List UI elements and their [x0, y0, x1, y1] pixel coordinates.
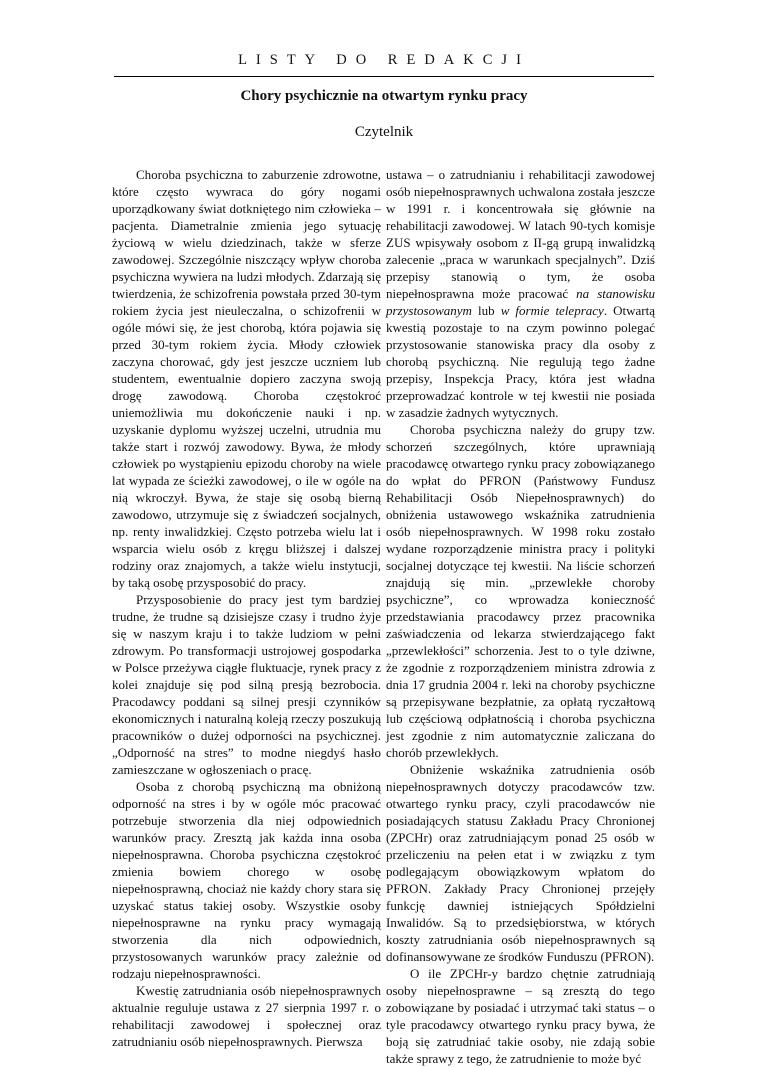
italic-text: w formie telepracy	[500, 303, 604, 318]
paragraph: Kwestię zatrudniania osób niepełnosprawnych aktualnie reguluje ustawa z 27 sierpnia 1997 r. o rehabilitacji zawodowej i społecznej oraz zatrudnianiu osób niepełnosprawnych. Pierwsza	[112, 983, 381, 1049]
article-author: Czytelnik	[354, 124, 414, 140]
paragraph: O ile ZPCHr-y bardzo chętnie zatrudniają osoby niepełnosprawne – są zresztą do tego zobowiązane by posiadać i utrzymać taki status – o tyle pracodawcy otwartego rynku pracy bywa, że boją się zatrudniać takie osoby, nie zdają sobie także sprawy z tego, że zatrudnienie to może być	[386, 966, 655, 1066]
paragraph: Choroba psychiczna to zaburzenie zdrowotne, które często wywraca do góry nogami uporządkowany świat dotkniętego nim człowieka – pacjenta. Diametralnie zmienia jego sytuację życiową w wielu dziedzinach, także w sferze zawodowej. Szczególnie niszczący wpływ choroba psychiczna wywiera na ludzi młodych. Zdarzają się twierdzenia, że schizofrenia powstała przed 30-tym rokiem życia jest nieuleczalna, o schizofrenii w ogóle mówi się, że jest chorobą, która pojawia się przed 30-tym rokiem życia. Młody człowiek zaczyna chorować, gdy jest jeszcze uczniem lub studentem, ewentualnie dopiero zaczyna swoją drogę zawodową. Choroba częstokroć uniemożliwia mu dokończenie nauki i np. uzyskanie dyplomu wyższej uczelni, utrudnia mu także start i rozwój zawodowy. Bywa, że młody człowiek po wystąpieniu epizodu choroby na wiele lat wypada ze ścieżki zawodowej, o ile w ogóle na nią wkroczył. Bywa, że staje się osobą bierną zawodowo, utrzymuje się z świadczeń socjalnych, np. renty inwalidzkiej. Często potrzeba wielu lat i wsparcia wielu osób z kręgu bliższej i dalszej rodziny oraz znajomych, a także wielu instytucji, by taką osobę przysposobić do pracy.	[112, 167, 381, 590]
paragraph: Obniżenie wskaźnika zatrudnienia osób niepełnosprawnych dotyczy pracodawców tzw. otwartego rynku pracy, czyli pracodawców nie posiadających statusu Zakładu Pracy Chronionej (ZPCHr) oraz zatrudniającym ponad 25 osób w przeliczeniu na pełen etat i w związku z tym podlegającym obowiązkowym wpłatom do PFRON. Zakłady Pracy Chronionej przejęły funkcję dawniej istniejących Spółdzielni Inwalidów. Są to przedsiębiorstwa, w których koszty zatrudniania osób niepełnosprawnych są dofinansowywane ze środków Funduszu (PFRON).	[386, 762, 655, 964]
paragraph: Przysposobienie do pracy jest tym bardziej trudne, że trudne są dzisiejsze czasy i trudno żyje się w naszym kraju i to także ludziom w pełni zdrowym. Po transformacji ustrojowej gospodarka w Polsce przeżywa ciągłe fluktuacje, rynek pracy z kolei znajduje się pod silną presją bezrobocia. Pracodawcy poddani są silnej presji czynników ekonomicznych i naturalną koleją rzeczy poszukują pracowników o dużej odporności na psychicznej. „Odporność na stres” to modne niegdyś hasło zamieszczane w ogłoszeniach o pracę.	[112, 592, 381, 777]
article-title: Chory psychicznie na otwartym rynku pracy	[240, 88, 528, 104]
paragraph: Osoba z chorobą psychiczną ma obniżoną odporność na stres i by w ogóle móc pracować potrzebuje stworzenia dla niej odpowiednich warunków pracy. Zresztą jak każda inna osoba niepełnosprawna. Choroba psychiczna częstokroć zmienia bowiem chorego w osobę niepełnosprawną, chociaż nie każdy chory stara się uzyskać status takiej osoby. Wszystkie osoby niepełnosprawne na rynku pracy wymagają stworzenia dla nich odpowiednich, przystosowanych warunków pracy zależnie od rodzaju niepełnosprawności.	[112, 779, 381, 981]
paragraph	[386, 166, 655, 421]
header-rule	[114, 76, 654, 77]
right-column	[386, 166, 655, 1067]
text-run: lub	[471, 303, 501, 318]
paragraph: Choroba psychiczna należy do grupy tzw. schorzeń szczególnych, które uprawniają pracodawcę otwartego rynku pracy zobowiązanego do wpłat do PFRON (Państwowy Fundusz Rehabilitacji Osób Niepełnosprawnych) do obniżenia ustawowego wskaźnika zatrudnienia osób niepełnosprawnych. W 1998 roku zostało wydane rozporządzenie ministra pracy i polityki socjalnej dotyczące tej kwestii. Na liście schorzeń znajdują się min. „przewlekłe choroby psychiczne”, co wprowadza konieczność przedstawiania pracodawcy przez pracownika zaświadczenia od lekarza stwierdzającego fakt „przewlekłości” schorzenia. Jest to o tyle dziwne, że zgodnie z rozporządzeniem ministra zdrowia z dnia 17 grudnia 2004 r. leki na choroby psychiczne są przepisywane bezpłatnie, za opłatą ryczałtową lub częściową odpłatnością i choroba psychiczna jest zgodnie z nim automatycznie zaliczana do chorób przewlekłych.	[386, 422, 655, 760]
text-run: ustawa – o zatrudnianiu i rehabilitacji zawodowej osób niepełnosprawnych uchwalona została jeszcze w 1991 r. i koncentrowała się głównie na rehabilitacji zawodowej. W latach 90-tych komisje ZUS wpisywały osobom z II-gą grupą inwalidzką zalecenie „praca w warunkach specjalnych”. Dziś przepisy stanowią o tym, że osoba niepełnosprawna może pracować	[386, 167, 655, 301]
left-column	[112, 166, 381, 1050]
italic-text: na stanowisku przystosowanym	[386, 286, 655, 318]
text-run: . Otwartą kwestią pozostaje to na czym powinno polegać przystosowanie stanowiska pracy dla osoby z chorobą psychiczną. Nie regulują tego żadne przepisy, Inspekcja Pracy, która jest władna przeprowadzać kontrole w tej kwestii nie posiada w zasadzie żadnych wytycznych.	[386, 303, 655, 420]
section-header: LISTY DO REDAKCJI	[238, 52, 530, 68]
